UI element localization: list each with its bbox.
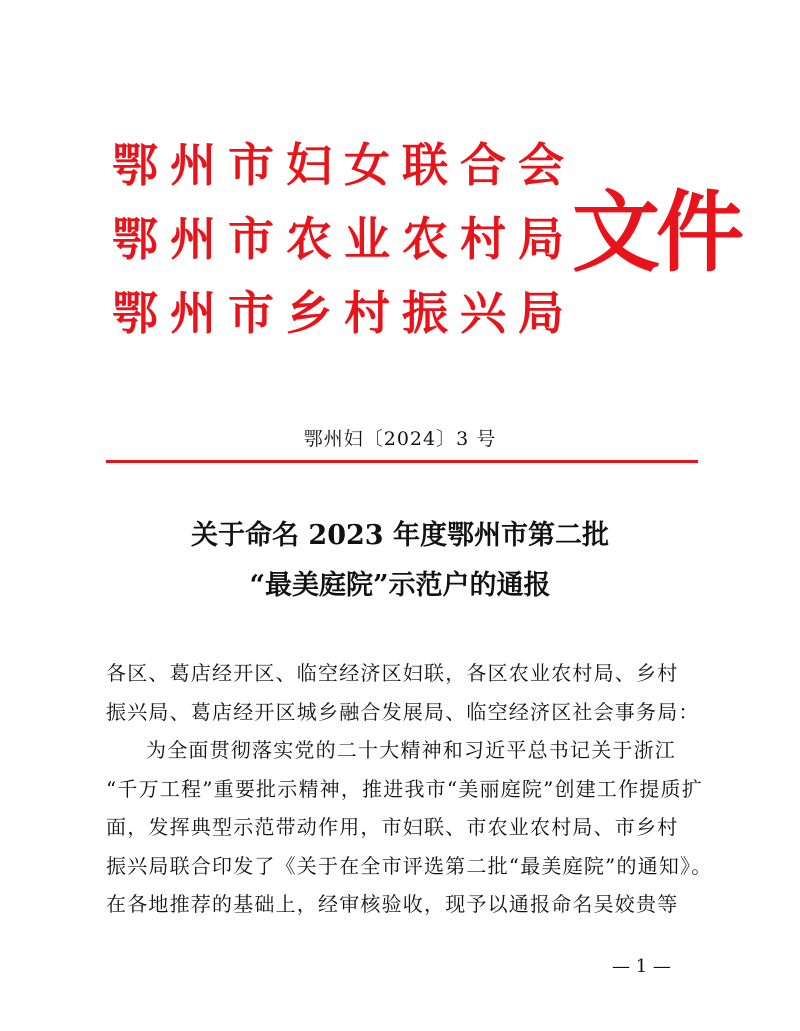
issuer-rural-revitalization-bureau: 鄂州市乡村振兴局 <box>112 286 576 340</box>
body-line: 振兴局联合印发了《关于在全市评选第二批“最美庭院”的通知》。 <box>106 853 713 878</box>
red-divider <box>106 460 698 463</box>
issuer-women-federation: 鄂州市妇女联合会 <box>112 138 576 192</box>
body-line: 振兴局、葛店经开区城乡融合发展局、临空经济区社会事务局： <box>106 699 700 724</box>
body-line: 在各地推荐的基础上，经审核验收，现予以通报命名吴姣贵等 <box>106 892 679 916</box>
issuer-list <box>112 128 576 350</box>
document-number: 鄂州妇〔2024〕3 号 <box>303 428 497 450</box>
document-title-line-2: “最美庭院”示范户的通报 <box>249 570 551 601</box>
issuer-agriculture-bureau: 鄂州市农业农村局 <box>112 212 576 266</box>
body-line: 面，发挥典型示范带动作用，市妇联、市农业农村局、市乡村 <box>106 815 679 839</box>
document-body <box>106 654 713 924</box>
body-line: 各区、葛店经开区、临空经济区妇联，各区农业农村局、乡村 <box>106 661 679 685</box>
body-line: 为全面贯彻落实党的二十大精神和习近平总书记关于浙江 <box>146 738 676 762</box>
document-word: 文件 <box>572 180 741 284</box>
document-title-line-1: 关于命名 2023 年度鄂州市第二批 <box>191 520 609 551</box>
body-line: “千万工程”重要批示精神，推进我市“美丽庭院”创建工作提质扩 <box>106 776 703 801</box>
page-number: — 1 — <box>612 956 671 977</box>
